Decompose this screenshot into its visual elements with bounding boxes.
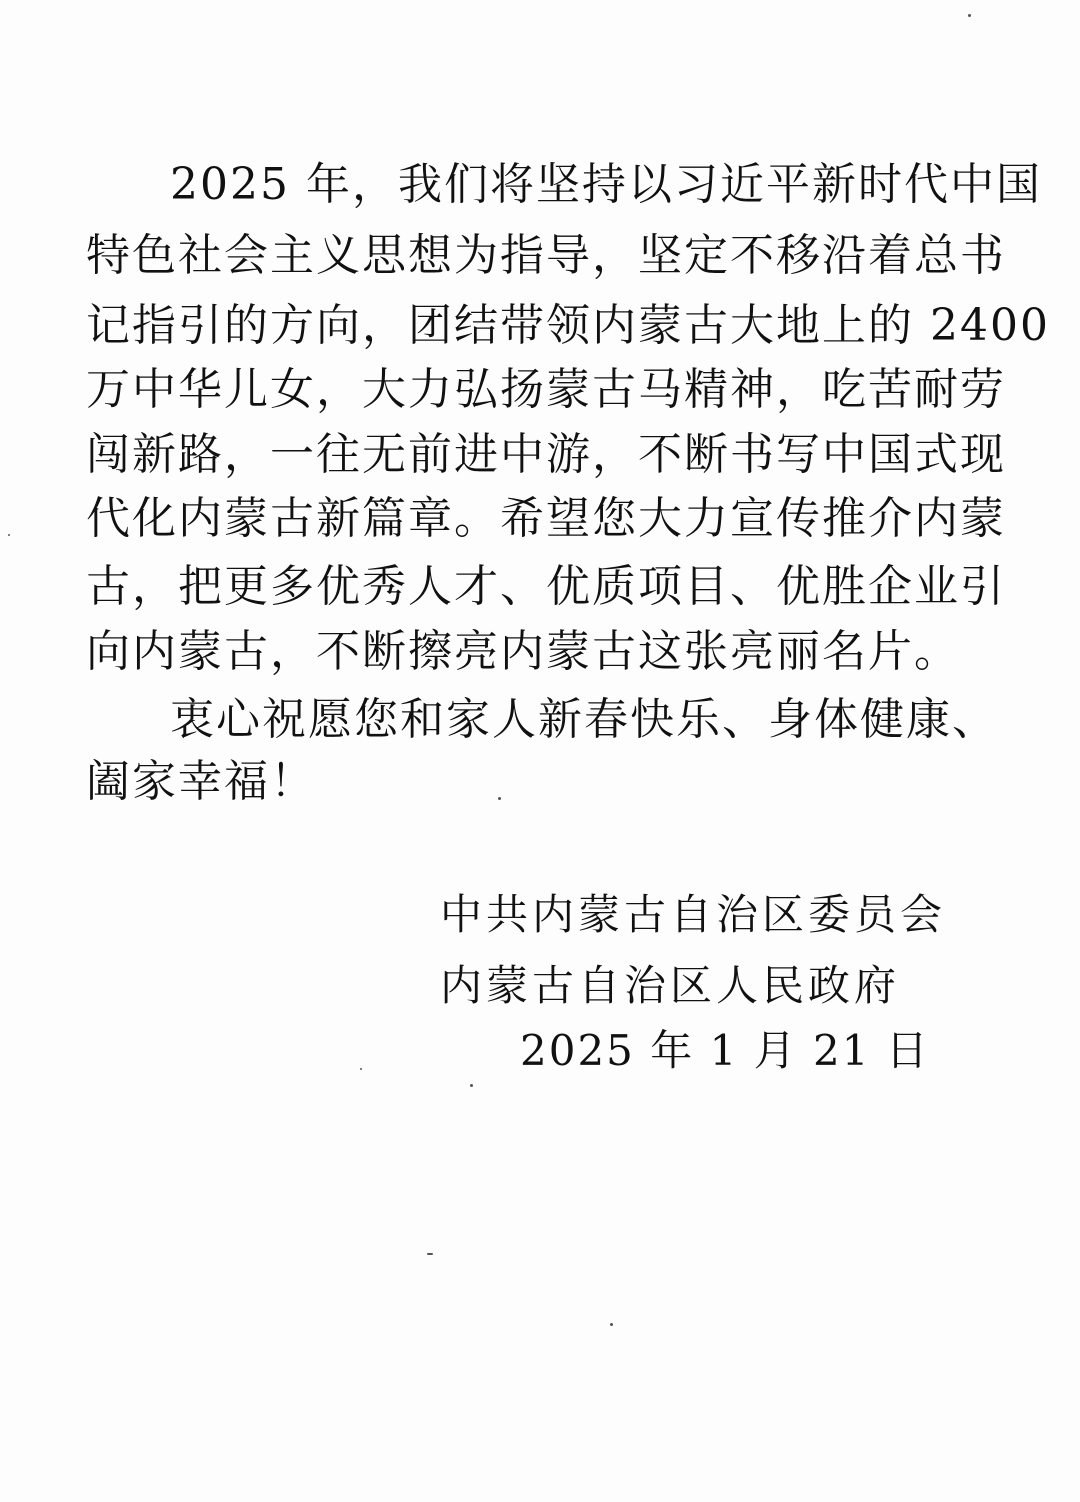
paragraph-1-line-1: 2025 年，我们将坚持以习近平新时代中国	[170, 159, 1042, 210]
paragraph-1-line-2: 特色社会主义思想为指导，坚定不移沿着总书	[86, 230, 1006, 281]
signature-date: 2025 年 1 月 21 日	[520, 1026, 930, 1075]
paragraph-1-line-6: 代化内蒙古新篇章。希望您大力宣传推介内蒙	[86, 493, 1006, 544]
paragraph-1-line-4: 万中华儿女，大力弘扬蒙古马精神，吃苦耐劳	[86, 364, 1006, 415]
scan-speck	[8, 534, 10, 536]
paragraph-1-line-3: 记指引的方向，团结带领内蒙古大地上的 2400	[86, 300, 1050, 351]
scan-speck	[470, 1084, 473, 1087]
paragraph-1-line-7: 古，把更多优秀人才、优质项目、优胜企业引	[86, 561, 1006, 612]
scan-speck	[427, 1253, 433, 1255]
signature-org-government: 内蒙古自治区人民政府	[440, 961, 901, 1010]
scan-speck	[498, 797, 501, 800]
paragraph-2-line-2: 阖家幸福！	[86, 756, 316, 807]
signature-org-party-committee: 中共内蒙古自治区委员会	[440, 890, 947, 939]
scan-speck	[360, 1068, 362, 1070]
paragraph-1-line-8: 向内蒙古，不断擦亮内蒙古这张亮丽名片。	[86, 626, 960, 677]
scan-speck	[610, 1323, 613, 1326]
paragraph-1-line-5: 闯新路，一往无前进中游，不断书写中国式现	[86, 429, 1006, 480]
scan-speck	[968, 14, 971, 17]
paragraph-2-line-1: 衷心祝愿您和家人新春快乐、身体健康、	[170, 694, 998, 745]
